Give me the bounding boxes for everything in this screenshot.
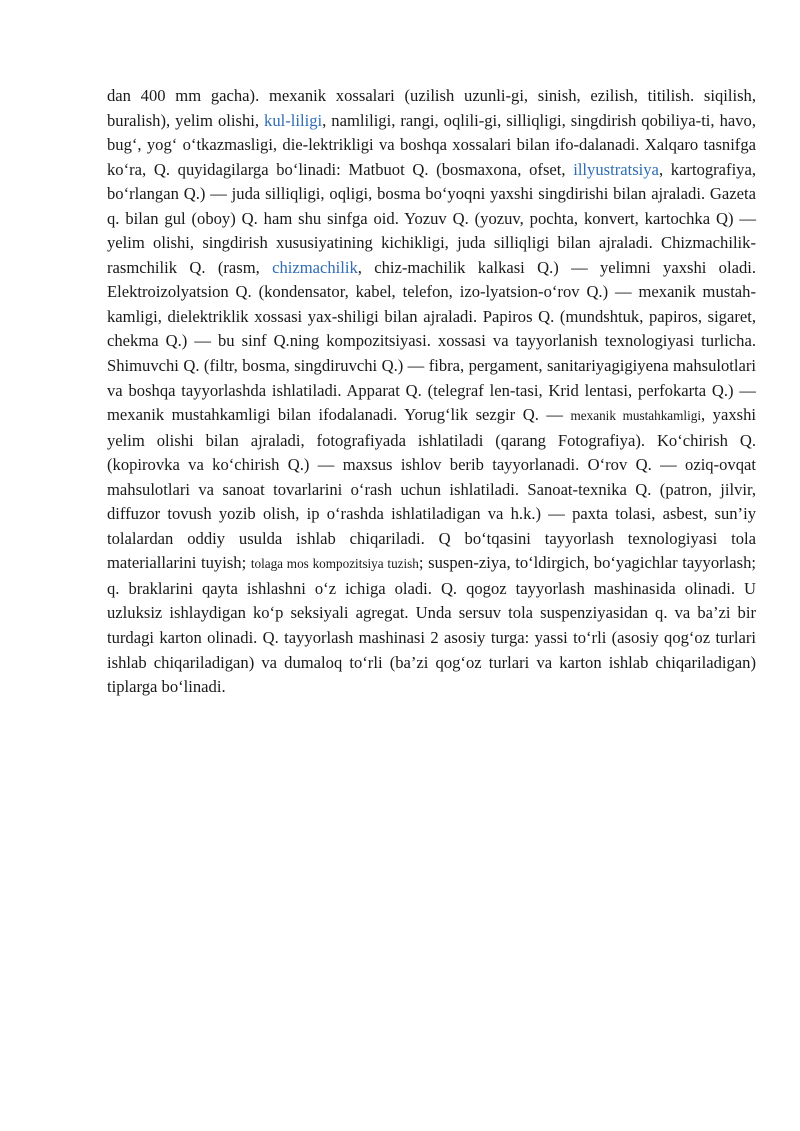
text-run: , yaxshi yelim olishi bilan ajraladi, fotografiyada ishlatiladi (qarang Fotografiya). Ko‘chirish Q. (kopirovka va ko‘chirish Q.) — maxsus ishlov berib tayyorlanadi. O‘rov Q. — oziq-ovqat mahsulotlari va sanoat tovarlarini o‘rash uchun ishlatiladi. Sanoat-texnika Q. (patron, jilvir, diffuzor tovush yozib olish, ip o‘rashda ishlatiladigan va h.k.) — paxta tolasi, asbest, sun’iy tolalardan oddiy usulda ishlab chiqariladi. Q bo‘tqasini tayyorlash texnologiyasi tola materiallarini tuyish; [107,405,757,573]
text-run: ; suspen-ziya, to‘ldirgich, bo‘yagichlar tayyorlash; q. braklarini qayta ishlashni o‘z ichiga oladi. Q. qogoz tayyorlash mashinasida olinadi. U uzluksiz ishlaydigan ko‘p seksiyali agregat. Unda sersuv tola suspenziyasidan q. va ba’zi bir turdagi karton olinadi. Q. tayyorlash mashinasi 2 asosiy turga: yassi to‘rli (asosiy qog‘oz turlari ishlab chiqariladigan) va dumaloq to‘rli (ba’zi qog‘oz turlari va karton ishlab chiqariladigan) tiplarga bo‘linadi. [107,553,756,697]
text-run: dan 400 mm gacha). mexanik xossalari (uzilish uzunli-gi, sinish, ezilish, titilish. siqilish, buralish), yelim olishi, [107,86,756,130]
body-paragraph [107,84,756,700]
hyperlink[interactable]: chizmachilik [272,257,358,277]
text-run: , chiz-machilik kalkasi Q.) — yelimni yaxshi oladi. Elektroizolyatsion Q. (kondensator, kabel, telefon, izo-lyatsion-o‘rov Q.) — mexanik mustah-kamligi, dielektriklik xossasi yax-shiligi bilan ajraladi. Papiros Q. (mundshtuk, papiros, sigaret, chekma Q.) — bu sinf Q.ning kompozitsiyasi. xossasi va tayyorlanish texnologiyasi turlicha. Shimuvchi Q. (filtr, bosma, singdiruvchi Q.) — fibra, pergament, sanitariyagigiyena mahsulotlari va boshqa tayyorlashda ishlatiladi. Apparat Q. (telegraf len-tasi, Krid lentasi, perfokarta Q.) — mexanik mustahkamligi bilan ifodalanadi. Yorug‘lik sezgir Q. — [107,257,756,425]
small-text-run: mexanik mustahkamligi [570,408,701,424]
small-text-run: tolaga mos kompozitsiya tuzish [250,556,419,572]
hyperlink[interactable]: kul-liligi [264,110,323,130]
text-run: , namliligi, rangi, oqlili-gi, silliqligi, singdirish qobiliya-ti, havo, bug‘, yog‘ o‘tkazmasligi, die-lektrikligi va boshqa xossalari bilan ifo-dalanadi. Xalqaro tasnifga ko‘ra, Q. quyidagilarga bo‘linadi: Matbuot Q. (bosmaxona, ofset, [107,110,756,179]
hyperlink[interactable]: illyustratsiya [573,159,659,179]
text-run: , kartografiya, bo‘rlangan Q.) — juda silliqligi, oqligi, bosma bo‘yoqni yaxshi singdirishi bilan ajraladi. Gazeta q. bilan gul (oboy) Q. ham shu sinfga oid. Yozuv Q. (yozuv, pochta, konvert, kartochka Q) — yelim olishi, singdirish xususiyatining kichikligi, juda silliqligi bilan ajraladi. Chizmachilik-rasmchilik Q. (rasm, [107,159,756,277]
